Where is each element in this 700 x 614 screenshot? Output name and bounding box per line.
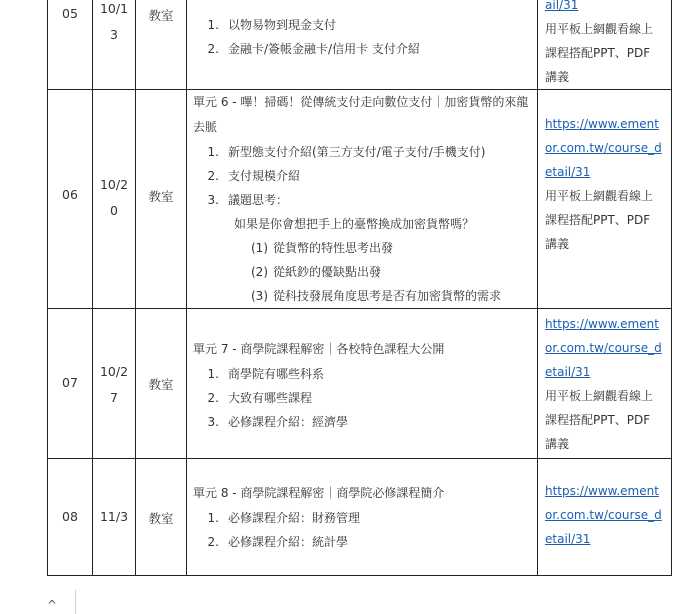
sub-list-item: (3) 從科技發展角度思考是否有加密貨幣的需求 — [251, 289, 502, 303]
course-link[interactable]: ail/31 — [545, 0, 579, 12]
unit-title: 單元 6 - 嗶！掃碼！從傳統支付走向數位支付｜加密貨幣的來龍去脈 — [193, 95, 529, 134]
session-content — [187, 90, 537, 308]
session-content — [187, 309, 537, 434]
divider — [75, 590, 76, 614]
session-resources — [538, 0, 671, 89]
resource-note: 用平板上網觀看線上課程搭配PPT、PDF 講義 — [545, 389, 654, 451]
session-resources — [538, 309, 671, 456]
list-item: 1. 商學院有哪些科系 — [207, 367, 325, 381]
list-item: 1. 必修課程介紹：財務管理 — [207, 511, 361, 525]
resource-note: 用平板上網觀看線上課程搭配PPT、PDF 講義 — [545, 22, 654, 84]
session-location: 教室 — [148, 189, 174, 204]
session-date: 10/1 3 — [99, 1, 129, 42]
sub-list-item: (2) 從紙鈔的優缺點出發 — [251, 265, 382, 279]
session-content — [187, 0, 537, 61]
list-item: 2. 必修課程介紹：統計學 — [207, 535, 349, 549]
table-row — [48, 459, 672, 576]
list-item: 3. 必修課程介紹：經濟學 — [207, 415, 349, 429]
session-content — [187, 459, 537, 554]
course-link[interactable]: https://www.ementor.com.tw/course_detail/31 — [545, 117, 662, 179]
unit-title: 單元 8 - 商學院課程解密｜商學院必修課程簡介 — [193, 486, 445, 500]
session-location: 教室 — [148, 377, 174, 392]
list-item: 2. 支付規模介紹 — [207, 169, 301, 183]
table-row — [48, 90, 672, 309]
session-number: 07 — [62, 375, 78, 390]
sub-list-item: (1) 從貨幣的特性思考出發 — [251, 241, 394, 255]
session-date: 10/2 0 — [99, 177, 129, 218]
unit-title: 單元 7 - 商學院課程解密｜各校特色課程大公開 — [193, 342, 445, 356]
session-number: 05 — [62, 6, 78, 21]
discussion-question: 如果是你會想把手上的臺幣換成加密貨幣嗎？ — [234, 217, 475, 231]
session-resources — [538, 90, 671, 256]
list-item: 2. 金融卡/簽帳金融卡/信用卡 支付介紹 — [207, 42, 420, 56]
course-link[interactable]: https://www.ementor.com.tw/course_detail/31 — [545, 484, 662, 546]
session-date: 11/3 — [99, 509, 129, 524]
session-date: 10/2 7 — [99, 364, 129, 405]
course-link[interactable]: https://www.ementor.com.tw/course_detail/31 — [545, 317, 662, 379]
resource-note: 用平板上網觀看線上課程搭配PPT、PDF 講義 — [545, 189, 654, 251]
session-number: 06 — [62, 187, 78, 202]
list-item: 1. 以物易物到現金支付 — [207, 18, 337, 32]
session-resources — [538, 459, 671, 551]
table-row — [48, 309, 672, 459]
list-item: 2. 大致有哪些課程 — [207, 391, 313, 405]
session-number: 08 — [62, 509, 78, 524]
table-row — [48, 0, 672, 90]
list-item: 1. 新型態支付介紹(第三方支付/電子支付/手機支付) — [207, 145, 486, 159]
chevron-up-icon[interactable]: ^ — [47, 598, 58, 612]
session-location: 教室 — [148, 511, 174, 526]
course-schedule-table — [47, 0, 672, 576]
list-item: 3. 議題思考： — [207, 193, 289, 207]
session-location: 教室 — [148, 8, 174, 23]
